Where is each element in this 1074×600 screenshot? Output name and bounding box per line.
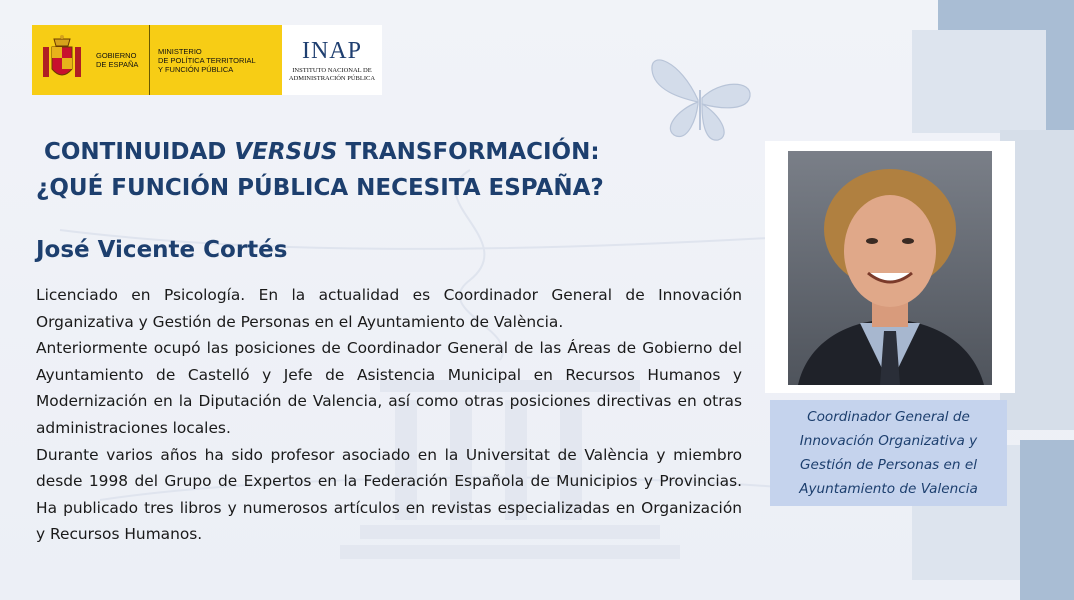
bio-paragraph: Anteriormente ocupó las posiciones de Coordinador General de las Áreas de Gobierno del Ayuntamiento de Castelló y Jefe de Asistencia Municipal en Recursos Humanos y Modernización en la Diputación de Valencia, así como otras posiciones directivas en otras administraciones locales. [36, 339, 742, 437]
bio-paragraph: Durante varios años ha sido profesor asociado en la Universitat de València y miembro desde 1998 del Grupo de Expertos en la Federación Española de Municipios y Provincias. Ha publicado tres libros y numerosos artículos en revistas especializadas en Organización y Recursos Humanos. [36, 445, 742, 544]
speaker-caption: Coordinador General de Innovación Organizativa y Gestión de Personas en el Ayuntamiento de Valencia [770, 400, 1007, 506]
decorative-block [912, 30, 1046, 133]
inap-wordmark: INAP [301, 38, 362, 64]
title-line-1: CONTINUIDAD VERSUS TRANSFORMACIÓN: [44, 139, 600, 165]
inap-subtitle: INSTITUTO NACIONAL DE ADMINISTRACIÓN PÚBLICA [288, 67, 376, 82]
government-logo [32, 25, 282, 95]
coat-of-arms-icon [32, 25, 92, 95]
title-line-2: ¿QUÉ FUNCIÓN PÚBLICA NECESITA ESPAÑA? [36, 175, 604, 201]
decorative-block [1020, 440, 1074, 600]
speaker-photo [788, 151, 992, 385]
bio-paragraph: Licenciado en Psicología. En la actualidad es Coordinador General de Innovación Organizativa y Gestión de Personas en el Ayuntamiento de València. [36, 286, 742, 331]
gobierno-label: GOBIERNO DE ESPAÑA [92, 25, 150, 95]
page-title [36, 134, 676, 206]
ministerio-label: MINISTERIO DE POLÍTICA TERRITORIAL Y FUNCIÓN PÚBLICA [158, 46, 256, 74]
speaker-name: José Vicente Cortés [36, 237, 288, 263]
inap-logo [282, 25, 382, 95]
speaker-bio [36, 282, 742, 548]
